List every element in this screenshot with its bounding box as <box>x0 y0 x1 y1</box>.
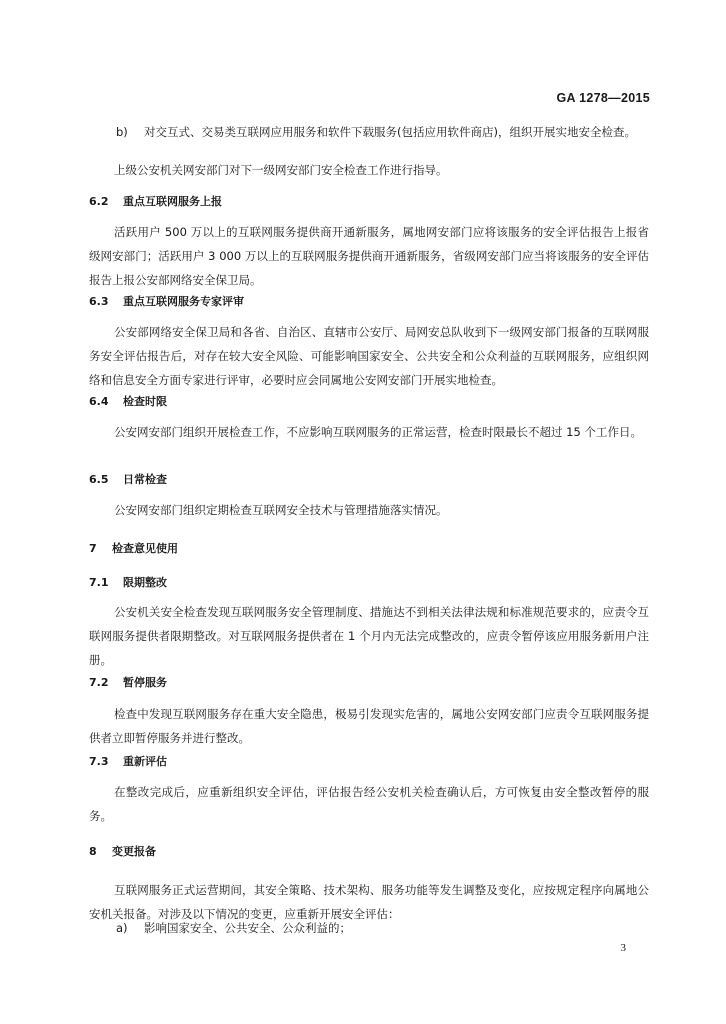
paragraph-6-3: 公安部网络安全保卫局和各省、自治区、直辖市公安厅、局网安总队收到下一级网安部门报备的互联网服务安全评估报告后，对存在较大安全风险、可能影响国家安全、公共安全和公众利益的互联网服务，应组织网络和信息安全方面专家进行评审，必要时应会同属地公安网安部门开展实地检查。 <box>89 325 649 387</box>
section-title: 重点互联网服务专家评审 <box>123 295 244 308</box>
section-heading-7-2 <box>89 675 167 691</box>
section-heading-6-2 <box>89 194 222 210</box>
list-item-a <box>116 916 649 940</box>
list-item-label: b) <box>116 125 128 139</box>
section-title: 检查时限 <box>123 395 167 408</box>
section-heading-7-1 <box>89 575 167 591</box>
paragraph-6-2: 活跃用户 500 万以上的互联网服务提供商开通新服务，属地网安部门应将该服务的安全评估报告上报省级网安部门；活跃用户 3 000 万以上的互联网服务提供商开通新服务，省级网安部门应当将该服务的安全评估报告上报公安部网络安全保卫局。 <box>89 225 649 287</box>
section-title: 重点互联网服务上报 <box>123 195 222 208</box>
section-number: 8 <box>89 845 97 858</box>
section-title: 变更报备 <box>112 845 156 858</box>
section-title: 限期整改 <box>123 576 167 589</box>
standard-code: GA 1278—2015 <box>556 91 650 105</box>
paragraph-7-3: 在整改完成后，应重新组织安全评估，评估报告经公安机关检查确认后，方可恢复由安全整改暂停的服务。 <box>89 785 649 823</box>
paragraph-6-5: 公安网安部门组织定期检查互联网安全技术与管理措施落实情况。 <box>114 503 448 517</box>
section-heading-6-4 <box>89 394 167 410</box>
section-number: 7.2 <box>89 676 109 689</box>
section-heading-6-3 <box>89 294 244 310</box>
paragraph-guidance: 上级公安机关网安部门对下一级网安部门安全检查工作进行指导。 <box>114 163 448 177</box>
section-number: 6.5 <box>89 473 109 486</box>
section-heading-7-3 <box>89 754 167 770</box>
paragraph-7-2: 检查中发现互联网服务存在重大安全隐患，极易引发现实危害的，属地公安网安部门应责令互联网服务提供者立即暂停服务并进行整改。 <box>89 707 649 745</box>
list-item-text: 影响国家安全、公共安全、公众利益的； <box>144 921 351 935</box>
section-number: 7 <box>89 542 97 555</box>
page-number: 3 <box>620 942 626 954</box>
section-number: 6.3 <box>89 295 109 308</box>
paragraph-6-4: 公安网安部门组织开展检查工作，不应影响互联网服务的正常运营，检查时限最长不超过 15 个工作日。 <box>114 425 642 439</box>
list-item-b <box>116 120 649 144</box>
section-heading-7 <box>89 541 178 557</box>
section-heading-6-5 <box>89 472 167 488</box>
section-number: 7.1 <box>89 576 109 589</box>
section-title: 检查意见使用 <box>112 542 178 555</box>
section-number: 6.2 <box>89 195 109 208</box>
paragraph-7-1: 公安机关安全检查发现互联网服务安全管理制度、措施达不到相关法律法规和标准规范要求的，应责令互联网服务提供者限期整改。对互联网服务提供者在 1 个月内无法完成整改的，应责令暂停该应用服务新用户注册。 <box>89 605 649 667</box>
section-title: 重新评估 <box>123 755 167 768</box>
section-number: 6.4 <box>89 395 109 408</box>
section-title: 日常检查 <box>123 473 167 486</box>
list-item-label: a) <box>116 921 128 935</box>
section-number: 7.3 <box>89 755 109 768</box>
paragraph-8: 互联网服务正式运营期间，其安全策略、技术架构、服务功能等发生调整及变化，应按规定程序向属地公安机关报备。对涉及以下情况的变更，应重新开展安全评估： <box>89 883 649 921</box>
section-heading-8 <box>89 844 156 860</box>
section-title: 暂停服务 <box>123 676 167 689</box>
list-item-text: 对交互式、交易类互联网应用服务和软件下载服务(包括应用软件商店)，组织开展实地安全检查。 <box>144 125 636 139</box>
